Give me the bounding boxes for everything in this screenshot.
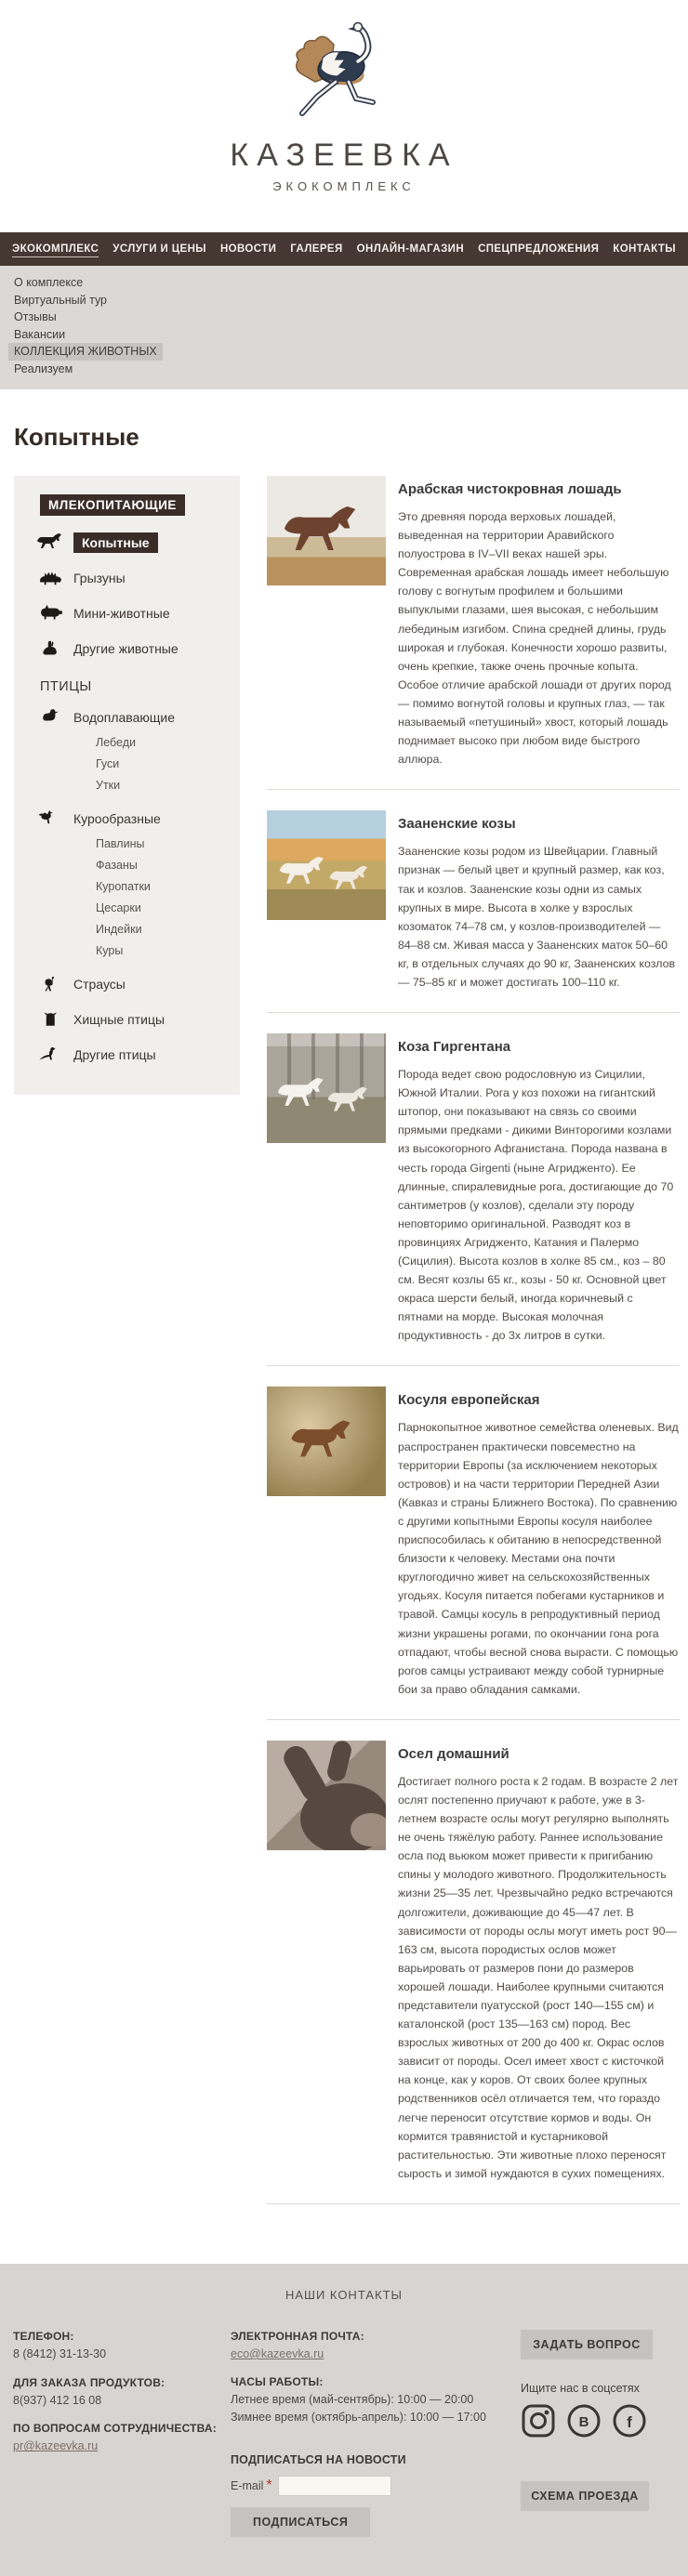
nav-gallery[interactable]: ГАЛЕРЕЯ — [290, 243, 343, 255]
sidebar-item-other-birds[interactable]: Другие птицы — [34, 1043, 240, 1067]
nav-contacts[interactable]: КОНТАКТЫ — [613, 243, 676, 255]
subnav-virtual-tour[interactable]: Виртуальный тур — [14, 293, 107, 307]
divider — [267, 1012, 680, 1013]
sidebar-item-ostriches[interactable]: Страусы — [34, 972, 240, 996]
sidebar-item-guinea-fowl[interactable]: Цесарки — [96, 900, 141, 914]
animal-description: Зааненские козы родом из Швейцарии. Главный признак — белый цвет и крупный размер, как коз, так и козлов. Зааненские козы одни из самых крупных в мире. Высота в холке у взрослых козоматок 74–78 см, у козлов-производителей — 84–88 см. Живая масса у Зааненских маток 50–60 кг, в отдельных случаях до 90 кг, Зааненских козлов — 75–85 кг и может достигать 100–110 кг. — [398, 845, 676, 989]
hours-label: ЧАСЫ РАБОТЫ: — [231, 2374, 324, 2388]
email-field-label: E-mail — [231, 2479, 264, 2493]
directions-button[interactable]: СХЕМА ПРОЕЗДА — [521, 2481, 649, 2511]
sidebar-group-mammals: МЛЕКОПИТАЮЩИЕ — [40, 494, 185, 516]
donkey-photo — [267, 1741, 386, 1850]
sidebar-item-other-animals[interactable]: Другие животные — [34, 637, 240, 661]
sidebar-item-mini-animals[interactable]: Мини-животные — [34, 601, 240, 625]
animal-article-saanen-goats — [267, 810, 680, 992]
nav-ecocomplex[interactable]: ЭКОКОМПЛЕКС — [12, 242, 99, 257]
porcupine-icon — [34, 566, 68, 590]
nav-news[interactable]: НОВОСТИ — [219, 243, 277, 255]
animal-articles — [267, 476, 680, 2225]
animal-description: Парнокопытное животное семейства оленевых. Вид распространен практически повсеместно на территории Европы (за исключением некоторых островов) и на части территории Передней Азии (Кавказ и страны Ближнего Востока). По сравнению с другими копытными Европы косуля наиболее приспособилась к обитанию в непосредственной близости к человеку. Местами она почти круглогодично живет на сельскохозяйственных угодьях. Косуля питается побегами кустарников и травой. Самцы косуль в репродуктивный период жизни украшены рогами, по окончании гона рога отпадают, чтобы весной снова вырасти. С помощью рогов самцы устраивают между собой турнирные бои за право обладания самками. — [398, 1421, 679, 1696]
owl-icon — [34, 1007, 68, 1032]
sidebar-item-chickens[interactable]: Куры — [96, 943, 124, 957]
nav-special-offers[interactable]: СПЕЦПРЕДЛОЖЕНИЯ — [478, 243, 600, 255]
animal-description: Это древняя порода верховых лошадей, выведенная на территории Аравийского полуострова в IV–VII веках нашей эры. Современная арабская лошадь имеет небольшую голову с вогнутым профилем и большими выпуклыми глазами, шея высокая, с небольшим лебединым изгибом. Спина средней длины, грудь широкая и глубокая. Конечности хорошо развиты, очень крепкие, также очень прочные копыта. Особое отличие арабской лошади от других пород — помимо вогнутой головы и крупных глаз, — так называемый «петушиный» хвост, который лошадь поднимает высоко при любом виде быстрого аллюра. — [398, 510, 671, 767]
sidebar-item-turkeys[interactable]: Индейки — [96, 922, 142, 936]
vk-icon[interactable] — [566, 2403, 602, 2438]
animal-title: Арабская чистокровная лошадь — [398, 481, 622, 497]
roe-deer-photo — [267, 1387, 386, 1496]
sidebar-item-geese[interactable]: Гуси — [96, 756, 120, 770]
divider — [267, 1719, 680, 1720]
partnership-label: ПО ВОПРОСАМ СОТРУДНИЧЕСТВА: — [13, 2422, 217, 2436]
animal-title: Коза Гиргентана — [398, 1039, 511, 1056]
subnav-animal-collection[interactable]: КОЛЛЕКЦИЯ ЖИВОТНЫХ — [8, 343, 163, 361]
subscribe-block — [231, 2453, 521, 2537]
svg-text:f: f — [627, 2412, 632, 2431]
phone-number: 8 (8412) 31-13-30 — [13, 2346, 107, 2360]
subnav-realizuem[interactable]: Реализуем — [14, 361, 73, 375]
animal-title: Косуля европейская — [398, 1392, 540, 1409]
sidebar-item-partridges[interactable]: Куропатки — [96, 879, 151, 893]
girgentana-goat-photo — [267, 1033, 386, 1143]
sidebar-group-birds: ПТИЦЫ — [40, 679, 92, 694]
page-title: Копытные — [14, 423, 139, 451]
subnav-vacancies[interactable]: Вакансии — [14, 327, 66, 341]
site-logo[interactable] — [230, 17, 457, 193]
duck-icon — [34, 705, 68, 729]
sidebar-item-peacocks[interactable]: Павлины — [96, 836, 145, 850]
divider — [267, 789, 680, 790]
site-footer — [0, 2264, 688, 2576]
sidebar-item-ungulates[interactable]: Копытные — [34, 531, 240, 555]
subscribe-heading: ПОДПИСАТЬСЯ НА НОВОСТИ — [231, 2453, 406, 2467]
animal-article-girgentana-goat — [267, 1033, 680, 1345]
rooster-icon — [34, 807, 68, 831]
animal-article-donkey — [267, 1741, 680, 2183]
nav-online-shop[interactable]: ОНЛАЙН-МАГАЗИН — [356, 243, 465, 255]
ask-question-button[interactable]: ЗАДАТЬ ВОПРОС — [521, 2330, 653, 2359]
main-nav — [0, 232, 688, 266]
subscribe-button[interactable]: ПОДПИСАТЬСЯ — [231, 2507, 370, 2537]
sidebar-item-birds-of-prey[interactable]: Хищные птицы — [34, 1007, 240, 1032]
main-content — [0, 423, 688, 2264]
horse-photo — [267, 476, 386, 585]
partnership-email-link[interactable]: pr@kazeevka.ru — [13, 2439, 99, 2453]
animal-description: Достигает полного роста к 2 годам. В возрасте 2 лет ослят постепенно приучают к работе, уже в 3-летнем возрасте ослы могут регулярно выполнять не очень тяжёлую работу. Раннее использование осла под вьюком может привести к пригибанию спины у молодого животного. Продолжительность жизни 25—35 лет. Чрезвычайно редко встречаются долгожители, доживающие до 45—47 лет. В зависимости от породы ослы могут иметь рост 90—163 см, высота породистых ослов может варьировать от размеров пони до размеров хорошей лошади. Наиболее крупными считаются представители пуатусской (рост 140—155 см) и каталонской (рост 135—163 см) пород. Вес взрослых животных от 200 до 400 кг. Окрас ослов зависит от породы. Осел имеет хвост с кисточкой на конце, как у коров. От своих более крупных родственников осёл отличается тем, что гораздо легче переносит отсутствие кормов и воды. Он кормится травянистой и кустарниковой растительностью. Эти животные плохо переносят сырость и зимой нуждаются в сухих помещениях. — [398, 1774, 679, 2180]
hours-summer: Летнее время (май-сентябрь): 10:00 — 20:00 — [231, 2392, 474, 2406]
email-label: ЭЛЕКТРОННАЯ ПОЧТА: — [231, 2329, 364, 2343]
hours-winter: Зимнее время (октябрь-апрель): 10:00 — 17:00 — [231, 2410, 486, 2424]
sidebar-item-swans[interactable]: Лебеди — [96, 735, 136, 749]
rabbit-icon — [34, 637, 68, 661]
logo-title: КАЗЕЕВКА — [230, 138, 458, 173]
saanen-goats-photo — [267, 810, 386, 920]
animal-article-roe-deer — [267, 1387, 680, 1698]
sidebar-item-pheasants[interactable]: Фазаны — [96, 858, 138, 872]
sidebar-item-ducks[interactable]: Утки — [96, 778, 121, 792]
divider — [267, 1365, 680, 1366]
ostrich-logo-icon — [230, 17, 457, 136]
required-mark: * — [266, 2477, 272, 2494]
animal-article-arabian-horse — [267, 476, 680, 769]
sidebar-item-waterfowl[interactable]: Водоплавающие — [34, 705, 240, 729]
nav-services[interactable]: УСЛУГИ И ЦЕНЫ — [112, 243, 206, 255]
subnav — [0, 266, 688, 389]
order-phone-label: ДЛЯ ЗАКАЗА ПРОДУКТОВ: — [13, 2375, 165, 2389]
email-input[interactable] — [278, 2476, 391, 2496]
animal-title: Зааненские козы — [398, 816, 516, 833]
social-label: Ищите нас в соцсетях — [521, 2381, 640, 2395]
animal-title: Осел домашний — [398, 1745, 509, 1762]
instagram-icon[interactable] — [521, 2403, 556, 2438]
subnav-reviews[interactable]: Отзывы — [14, 310, 57, 323]
facebook-icon[interactable] — [612, 2403, 647, 2438]
logo-subtitle: ЭКОКОМПЛЕКС — [272, 179, 416, 193]
order-phone-number: 8(937) 412 16 08 — [13, 2393, 102, 2407]
phone-label: ТЕЛЕФОН: — [13, 2329, 74, 2343]
footer-heading: НАШИ КОНТАКТЫ — [284, 2287, 404, 2302]
animal-categories-sidebar — [14, 476, 240, 1095]
svg-text:В: В — [578, 2413, 589, 2430]
ostrich-icon — [34, 972, 68, 996]
animal-description: Порода ведет свою родословную из Сицилии, Южной Италии. Рога у коз похожи на гигантский штопор, они показывают на связь со своими прямыми предками - дикими Винторогими козлами из высокогорного Афганистана. Порода названа в честь города Girgenti (ныне Агридженто). Ее длинные, спиралевидные рога, достигающие до 70 сантиметров (у козлов), сделали эту породу неповторимо оригинальной. Разводят коз в провинциях Агридженто, Катания и Палермо (Сицилия). Высота козлов в холке 85 см., коз – 80 см. Весят козлы 65 кг., козы - 50 кг. Основной цвет окраса шерсти белый, иногда коричневый с пятнами на морде. Высокая молочная продуктивность - до 3х литров в сутки. — [398, 1068, 674, 1343]
site-header — [0, 0, 688, 232]
horse-icon — [34, 531, 68, 555]
peacock-icon — [34, 1043, 68, 1067]
pig-icon — [34, 601, 68, 625]
subnav-about[interactable]: О комплексе — [14, 276, 84, 289]
email-link[interactable]: eco@kazeevka.ru — [231, 2346, 324, 2360]
divider — [267, 2203, 680, 2204]
sidebar-item-galliformes[interactable]: Курообразные — [34, 807, 240, 831]
sidebar-item-rodents[interactable]: Грызуны — [34, 566, 240, 590]
